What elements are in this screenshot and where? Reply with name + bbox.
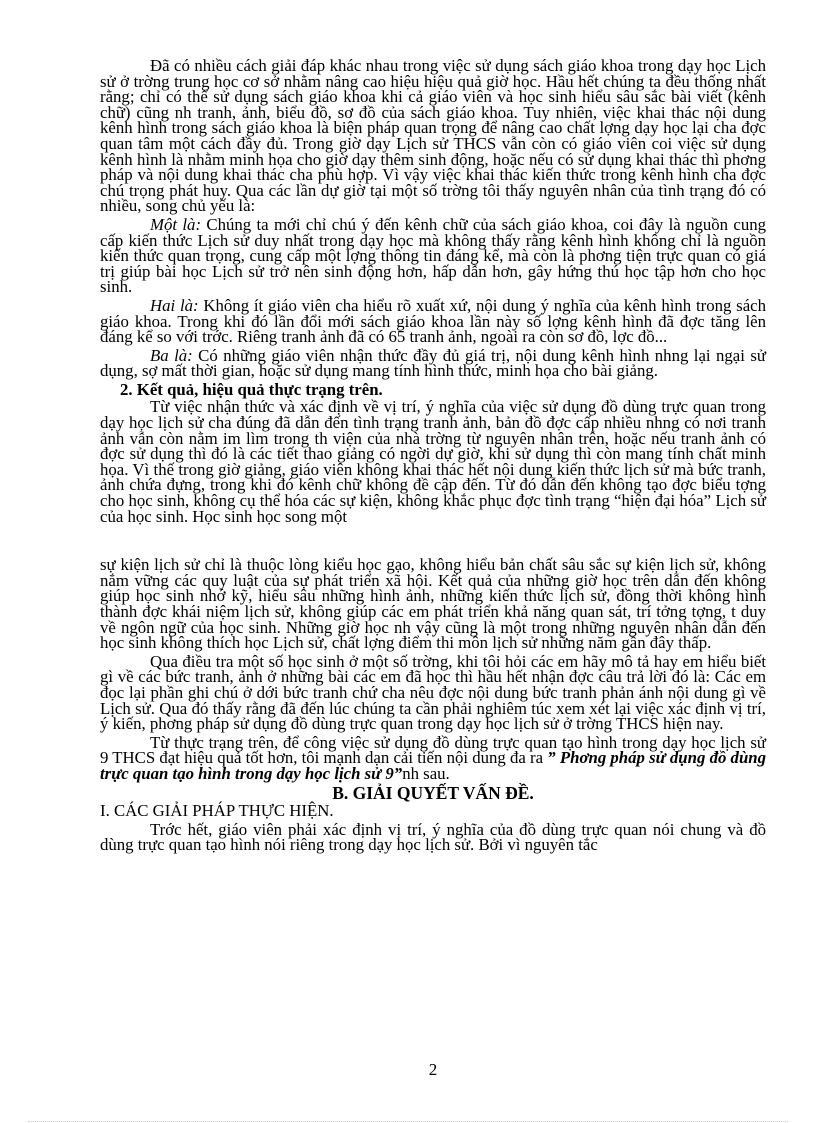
page-number: 2: [428, 1060, 438, 1079]
results-heading: 2. Kết quả, hiệu quả thực trạng trên.: [120, 379, 383, 399]
section-i-title: I. CÁC GIẢI PHÁP THỰC HIỆN.: [100, 801, 334, 821]
results-paragraph-part2: sự kiện lịch sử chỉ là thuộc lòng kiểu học gạo, không hiểu bản chất sâu sắc sự kiện lịch sử, không nắm vững các quy luật của sự phát triển xã hội. Kết quả của những giờ học trên dẫn đến không giúp học sinh nhớ kỹ, hiểu sâu những hình ảnh, những kiến thức lịch sử, đồng thời không hình thành đợc khái niệm lịch sử, không giúp các em phát triển khả năng quan sát, trí tởng tợng, t duy về ngôn ngữ của học sinh. Những giờ học nh vậy cũng là một trong những nguyên nhân dẫn đến học sinh không thích học Lịch sử, chất lợng điểm thi môn lịch sử những năm gần đây thấp.: [100, 555, 766, 653]
reason-three-lead: Ba là:: [150, 345, 193, 365]
conclusion-title: ” Phơng pháp sử dụng đồ dùng trực quan tạo hình trong dạy học lịch sử 9”: [100, 748, 766, 783]
page-bottom-divider: [28, 1121, 788, 1122]
survey-paragraph: Qua điều tra một số học sinh ở một số trờng, khi tôi hỏi các em hãy mô tả hay em hiểu biết gì về các bức tranh, ảnh ở những bài các em đã học thì hầu hết nhận đợc câu trả lời đó là: Các em đọc lại phần ghi chú ở dới bức tranh chứ cha nêu đợc nội dung bức tranh phản ánh nội dung gì về Lịch sử. Qua đó thấy rằng đã đến lúc chúng ta cần phải nghiêm túc xem xét lại việc xác định vị trí, ý kiến, phơng pháp sử dụng đồ dùng trực quan trong dạy học lịch sử ở trờng THCS hiện nay.: [100, 651, 766, 734]
section-b-title: B. GIẢI QUYẾT VẤN ĐỀ.: [332, 782, 534, 803]
results-paragraph-part1: Từ việc nhận thức và xác định về vị trí, ý nghĩa của việc sử dụng đồ dùng trực quan trong dạy học lịch sử cha đúng đã dẫn đến tình trạng tranh ảnh, bản đồ đợc cấp nhiều nhng có nơi tranh ảnh vẫn còn nằm im lìm trong th viện của nhà trờng từ nguyên nhân trên, hoặc nếu tranh ảnh có đợc sử dụng thì đó là các tiết thao giảng có ngời dự giờ, khi sử dụng thì còn mang tính chất minh họa. Vì thế trong giờ giảng, giáo viên không khai thác hết nội dung kiến thức lịch sử mà bức tranh, ảnh chứa đựng, trong khi đó kênh chữ không đề cập đến. Từ đó dẫn đến không tạo đợc biểu tợng cho học sinh, không cụ thể hóa các sự kiện, không khắc phục đợc tình trạng “hiện đại hóa” Lịch sử của học sinh. Học sinh học song một: [100, 397, 766, 526]
column-break-gap: [100, 524, 766, 557]
intro-paragraph: Đã có nhiều cách giải đáp khác nhau trong việc sử dụng sách giáo khoa trong dạy học Lịch sử ở trờng trung học cơ sở nhằm nâng cao hiệu hiệu quả giờ học. Hầu hết chúng ta đều thống nhất rằng; chỉ có thể sử dụng sách giáo khoa khi cả giáo viên và học sinh hiểu sâu sắc bài viết (kênh chữ) cũng nh tranh, ảnh, biểu đồ, sơ đồ của sách giáo khoa. Tuy nhiên, việc khai thác nội dung kênh hình trong sách giáo khoa là biện pháp quan trọng để nâng cao chất lợng dạy học lại cha đợc quan tâm một cách đầy đủ. Trong giờ dạy Lịch sử THCS vẫn còn có giáo viên coi việc sử dụng kênh hình là nhằm minh họa cho giờ dạy thêm sinh động, hoặc nếu có sử dụng khai thác thì phơng pháp và nội dung khai thác cha phù hợp. Vì vậy việc khai thác kiến thức trong kênh hình cha đợc chú trọng phát huy. Qua các lần dự giờ tại một số trờng tôi thấy nguyên nhân của tình trạng đó có nhiều, song chủ yếu là:: [100, 56, 766, 216]
reason-two-lead: Hai là:: [150, 295, 199, 315]
conclusion-end: nh sau.: [402, 763, 450, 783]
reason-one-text: Chúng ta mới chỉ chú ý đến kênh chữ của sách giáo khoa, coi đây là nguồn cung cấp kiến thức Lịch sử duy nhất trong dạy học mà không thấy rằng kênh hình không chỉ là nguồn kiến thức quan trọng, cung cấp một lợng thông tin đáng kể, mà còn là phơng tiện trực quan có giá trị giúp bài học Lịch sử trở nên sinh động hơn, hấp dẫn hơn, gây hứng thú học tập hơn cho học sinh.: [100, 214, 766, 297]
reason-two-paragraph: [100, 295, 766, 347]
reason-three-paragraph: [100, 345, 766, 381]
conclusion-start: Từ thực trạng trên, để công việc sử dụng đồ dùng trực quan tạo hình trong dạy học lịch sử 9 THCS đạt hiệu quả tốt hơn, tôi mạnh dạn cải tiến nội dung đa ra: [100, 732, 766, 768]
final-paragraph: Trớc hết, giáo viên phải xác định vị trí, ý nghĩa của đồ dùng trực quan nói chung và đồ dùng trực quan tạo hình nói riêng trong dạy học lịch sử. Bởi vì nguyên tắc: [100, 819, 766, 855]
reason-one-lead: Một là:: [150, 214, 202, 234]
conclusion-paragraph: [100, 732, 766, 783]
document-body: [100, 58, 766, 856]
reason-three-text: Có những giáo viên nhận thức đầy đủ giá trị, nội dung kênh hình nhng lại ngại sử dụng, sợ mất thời gian, hoặc sử dụng mang tính hình thức, minh họa cho bài giảng.: [100, 345, 766, 381]
reason-one-paragraph: [100, 214, 766, 297]
reason-two-text: Không ít giáo viên cha hiểu rõ xuất xứ, nội dung ý nghĩa của kênh hình trong sách giáo khoa. Trong khi đó lần đổi mới sách giáo khoa lần này số lợng kênh hình đã đợc tăng lên đáng kể so với trớc. Riêng tranh ảnh đã có 65 tranh ảnh, ngoài ra còn sơ đồ, lợc đồ...: [100, 295, 766, 347]
